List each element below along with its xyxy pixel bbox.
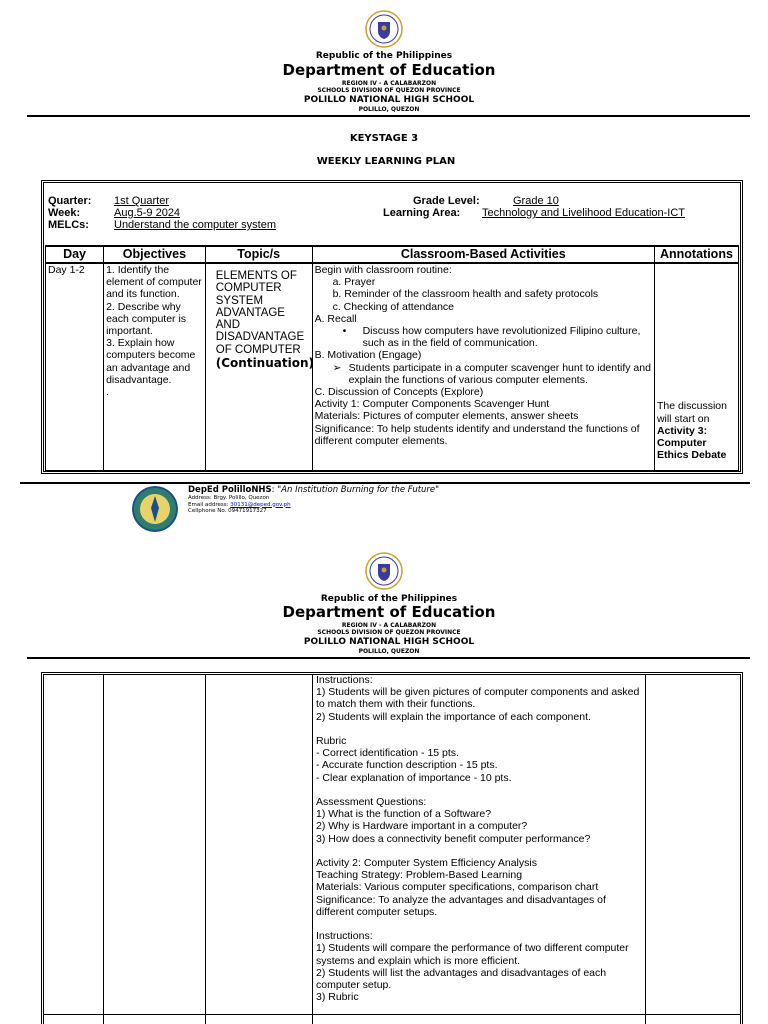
column-divider: [103, 674, 104, 1024]
column-divider: [205, 674, 206, 1024]
p2-line: 2) Students will explain the importance of each component.: [316, 710, 591, 723]
routine-item: b. Reminder of the classroom health and safety protocols: [332, 288, 599, 301]
objective-item: .: [106, 386, 110, 399]
row-bottom-rule: [43, 1014, 740, 1015]
region-text-p2: REGION IV - A CALABARZON: [341, 622, 437, 629]
location-text: POLILLO, QUEZON: [358, 106, 420, 113]
p2-line: - Correct identification - 15 pts.: [316, 747, 459, 760]
republic-text: Republic of the Philippines: [315, 51, 453, 61]
recall-bullet: • Discuss how computers have revolutionized Filipino culture, such as in the field of communication.: [342, 325, 641, 350]
keystage-title: KEYSTAGE 3: [349, 133, 419, 144]
grade-value: Grade 10: [513, 195, 559, 207]
p2-line: 3) Rubric: [316, 991, 359, 1004]
p2-line: 1) What is the function of a Software?: [316, 808, 492, 821]
footer-email-line: Email address: 30131@deped.gov.ph: [188, 501, 291, 508]
region-text: REGION IV - A CALABARZON: [341, 80, 437, 87]
footer-block: [188, 485, 439, 515]
recall-heading: A. Recall: [314, 312, 357, 325]
header-annotations: Annotations: [654, 246, 738, 263]
footer-title: DepEd PolilloNHS: "An Institution Burning for the Future": [188, 485, 440, 495]
deped-seal-icon: [365, 552, 403, 590]
p2-spacer: [316, 918, 642, 930]
republic-text-p2: Republic of the Philippines: [320, 594, 458, 604]
header-rule-p2: [27, 657, 750, 659]
motivation-heading: B. Motivation (Engage): [314, 349, 422, 362]
grade-label: Grade Level:: [413, 195, 480, 207]
objective-item: 1. Identify the element of computer and its function.: [106, 264, 202, 301]
p2-line: 3) How does a connectivity benefit computer performance?: [316, 832, 591, 845]
p2-line: 1) Students will be given pictures of computer components and asked to match them with their functions.: [316, 686, 640, 711]
activity1-text: Activity 1: Computer Components Scavenger Hunt: [314, 398, 550, 411]
p2-line: 2) Students will list the advantages and disadvantages of each computer setup.: [316, 966, 607, 992]
topic-text: ELEMENTS OF COMPUTER SYSTEM ADVANTAGE AND DISADVANTAGE OF COMPUTER: [215, 270, 305, 356]
area-label: Learning Area:: [383, 207, 461, 219]
week-value: Aug.5-9 2024: [114, 207, 181, 219]
week-label: Week:: [48, 207, 81, 219]
topic-continuation: (Continuation): [215, 356, 314, 371]
header-activities: Classroom-Based Activities: [312, 246, 654, 263]
p2-spacer: [316, 845, 642, 857]
p2-spacer: [316, 723, 642, 735]
objective-item: 3. Explain how computers become an advantage and disadvantage.: [106, 337, 196, 386]
header-day: Day: [46, 246, 104, 263]
school-name: POLILLO NATIONAL HIGH SCHOOL: [303, 95, 475, 105]
footer-rule: [20, 482, 750, 484]
day-cell: Day 1-2: [46, 263, 104, 470]
p2-spacer: [316, 784, 642, 796]
p2-line: Significance: To analyze the advantages and disadvantages of different computer setups.: [316, 893, 606, 918]
materials-text: Materials: Pictures of computer elements, answer sheets: [314, 410, 579, 423]
objectives-cell: [104, 263, 206, 470]
school-name-p2: POLILLO NATIONAL HIGH SCHOOL: [303, 637, 475, 647]
routine-item: a. Prayer: [332, 276, 376, 289]
annotations-cell: [654, 263, 738, 470]
p2-line: Activity 2: Computer System Efficiency Analysis: [316, 857, 537, 869]
email-link[interactable]: 30131@deped.gov.ph: [230, 501, 291, 508]
activities-cell: [312, 263, 654, 470]
topic-cell: [205, 263, 312, 470]
footer-address: Address: Brgy. Polillo, Quezon: [188, 495, 270, 501]
arrow-bullet-icon: ➢: [332, 361, 342, 374]
p2-line: Instructions:: [316, 930, 373, 943]
objective-item: 2. Describe why each computer is important.: [106, 300, 187, 338]
location-text-p2: POLILLO, QUEZON: [358, 648, 420, 655]
significance-text: Significance: To help students identify and understand the functions of different computer elements.: [314, 422, 640, 447]
p2-line: Instructions:: [316, 674, 373, 686]
p2-line: 2) Why is Hardware important in a computer?: [316, 820, 528, 833]
plan-table: [45, 245, 739, 471]
p2-line: - Clear explanation of importance - 10 pts.: [316, 771, 512, 784]
plan-title: WEEKLY LEARNING PLAN: [316, 156, 456, 167]
table-header-row: [46, 246, 739, 263]
melcs-value: Understand the computer system: [114, 219, 277, 231]
activities-continuation: [316, 674, 642, 1003]
header-topics: Topic/s: [205, 246, 312, 263]
p2-line: Materials: Various computer specifications, comparison chart: [316, 881, 599, 894]
routine-item: c. Checking of attendance: [332, 300, 455, 313]
table-row: [46, 263, 739, 470]
header-rule: [27, 115, 750, 117]
header-objectives: Objectives: [104, 246, 206, 263]
annotation-activity: Activity 3: Computer Ethics Debate: [656, 424, 727, 462]
division-text: SCHOOLS DIVISION OF QUEZON PROVINCE: [317, 87, 461, 94]
motivation-bullet: ➢ Students participate in a computer scavenger hunt to identify and explain the functions of various computer elements.: [332, 361, 651, 386]
p2-line: Rubric: [316, 735, 347, 747]
bullet-icon: •: [342, 325, 347, 338]
department-title: Department of Education: [282, 61, 496, 79]
p2-line: Teaching Strategy: Problem-Based Learning: [316, 869, 523, 882]
annotation-text: The discussion will start on: [656, 400, 727, 425]
school-logo-icon: [132, 486, 178, 532]
discussion-heading: C. Discussion of Concepts (Explore): [314, 386, 484, 399]
column-divider: [312, 674, 313, 1024]
quarter-label: Quarter:: [48, 195, 92, 207]
department-title-p2: Department of Education: [282, 603, 496, 621]
footer-phone: Cellphone No. 09471917327: [188, 508, 267, 514]
column-divider: [645, 674, 646, 1024]
footer-tagline: "An Institution Burning for the Future": [277, 485, 440, 495]
deped-seal-icon: [365, 10, 403, 48]
melcs-label: MELCs:: [48, 219, 89, 231]
footer-brand: DepEd PolilloNHS: [188, 485, 272, 495]
division-text-p2: SCHOOLS DIVISION OF QUEZON PROVINCE: [317, 629, 461, 636]
activity-intro: Begin with classroom routine:: [314, 264, 452, 276]
p2-line: 1) Students will compare the performance of two different computer systems and explain which is more efficient.: [316, 942, 629, 967]
area-value: Technology and Livelihood Education-ICT: [482, 207, 686, 219]
p2-line: - Accurate function description - 15 pts.: [316, 759, 498, 772]
p2-line: Assessment Questions:: [316, 796, 427, 808]
quarter-value: 1st Quarter: [114, 195, 170, 207]
